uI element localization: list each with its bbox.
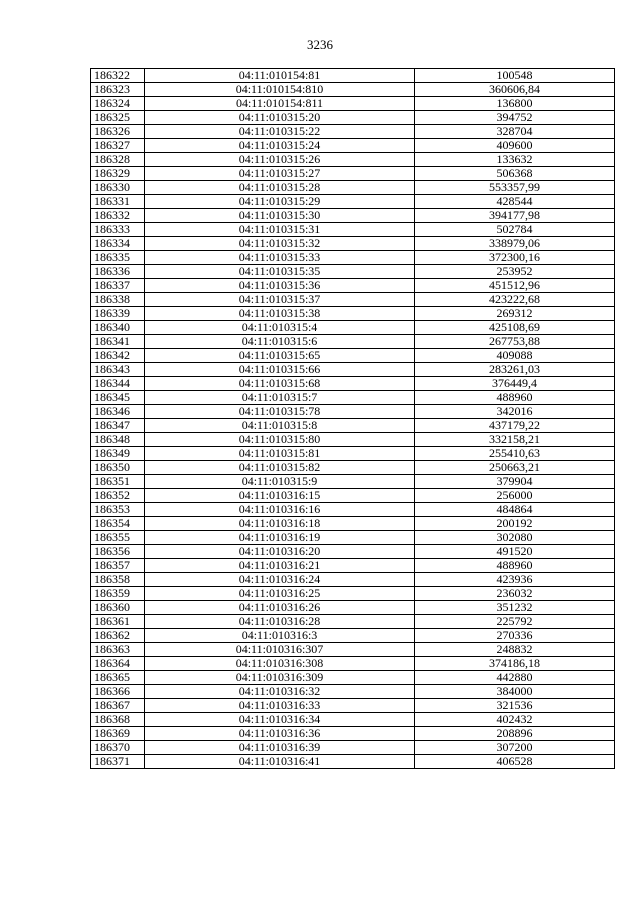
row-number-cell: 186337 <box>91 279 145 293</box>
cadastral-number-cell: 04:11:010315:81 <box>145 447 415 461</box>
value-cell: 376449,4 <box>415 377 615 391</box>
cadastral-number-cell: 04:11:010315:38 <box>145 307 415 321</box>
cadastral-number-cell: 04:11:010315:22 <box>145 125 415 139</box>
cadastral-number-cell: 04:11:010316:28 <box>145 615 415 629</box>
value-cell: 307200 <box>415 741 615 755</box>
row-number-cell: 186346 <box>91 405 145 419</box>
registry-table-body <box>91 69 615 769</box>
table-row <box>91 447 615 461</box>
cadastral-number-cell: 04:11:010154:811 <box>145 97 415 111</box>
value-cell: 208896 <box>415 727 615 741</box>
row-number-cell: 186339 <box>91 307 145 321</box>
cadastral-number-cell: 04:11:010315:33 <box>145 251 415 265</box>
row-number-cell: 186347 <box>91 419 145 433</box>
cadastral-number-cell: 04:11:010316:21 <box>145 559 415 573</box>
row-number-cell: 186352 <box>91 489 145 503</box>
cadastral-number-cell: 04:11:010315:28 <box>145 181 415 195</box>
value-cell: 283261,03 <box>415 363 615 377</box>
value-cell: 409088 <box>415 349 615 363</box>
table-row <box>91 195 615 209</box>
row-number-cell: 186365 <box>91 671 145 685</box>
row-number-cell: 186359 <box>91 587 145 601</box>
row-number-cell: 186369 <box>91 727 145 741</box>
value-cell: 332158,21 <box>415 433 615 447</box>
row-number-cell: 186341 <box>91 335 145 349</box>
cadastral-number-cell: 04:11:010316:34 <box>145 713 415 727</box>
table-row <box>91 377 615 391</box>
row-number-cell: 186358 <box>91 573 145 587</box>
row-number-cell: 186334 <box>91 237 145 251</box>
registry-table <box>90 68 615 769</box>
cadastral-number-cell: 04:11:010316:39 <box>145 741 415 755</box>
row-number-cell: 186340 <box>91 321 145 335</box>
value-cell: 409600 <box>415 139 615 153</box>
table-row <box>91 615 615 629</box>
row-number-cell: 186350 <box>91 461 145 475</box>
table-row <box>91 755 615 769</box>
value-cell: 488960 <box>415 391 615 405</box>
table-row <box>91 531 615 545</box>
cadastral-number-cell: 04:11:010315:36 <box>145 279 415 293</box>
table-row <box>91 587 615 601</box>
cadastral-number-cell: 04:11:010154:81 <box>145 69 415 83</box>
table-row <box>91 517 615 531</box>
table-row <box>91 489 615 503</box>
value-cell: 374186,18 <box>415 657 615 671</box>
value-cell: 428544 <box>415 195 615 209</box>
cadastral-number-cell: 04:11:010315:68 <box>145 377 415 391</box>
row-number-cell: 186325 <box>91 111 145 125</box>
row-number-cell: 186342 <box>91 349 145 363</box>
row-number-cell: 186322 <box>91 69 145 83</box>
row-number-cell: 186351 <box>91 475 145 489</box>
table-row <box>91 573 615 587</box>
value-cell: 402432 <box>415 713 615 727</box>
table-row <box>91 405 615 419</box>
cadastral-number-cell: 04:11:010316:308 <box>145 657 415 671</box>
table-row <box>91 83 615 97</box>
row-number-cell: 186333 <box>91 223 145 237</box>
value-cell: 379904 <box>415 475 615 489</box>
value-cell: 321536 <box>415 699 615 713</box>
row-number-cell: 186349 <box>91 447 145 461</box>
cadastral-number-cell: 04:11:010315:32 <box>145 237 415 251</box>
value-cell: 269312 <box>415 307 615 321</box>
row-number-cell: 186332 <box>91 209 145 223</box>
table-row <box>91 475 615 489</box>
cadastral-number-cell: 04:11:010315:78 <box>145 405 415 419</box>
table-row <box>91 307 615 321</box>
cadastral-number-cell: 04:11:010316:15 <box>145 489 415 503</box>
row-number-cell: 186366 <box>91 685 145 699</box>
value-cell: 491520 <box>415 545 615 559</box>
value-cell: 256000 <box>415 489 615 503</box>
table-row <box>91 671 615 685</box>
table-row <box>91 601 615 615</box>
table-row <box>91 741 615 755</box>
table-row <box>91 419 615 433</box>
row-number-cell: 186362 <box>91 629 145 643</box>
row-number-cell: 186368 <box>91 713 145 727</box>
table-row <box>91 111 615 125</box>
table-row <box>91 279 615 293</box>
cadastral-number-cell: 04:11:010315:66 <box>145 363 415 377</box>
cadastral-number-cell: 04:11:010315:29 <box>145 195 415 209</box>
table-row <box>91 545 615 559</box>
cadastral-number-cell: 04:11:010315:27 <box>145 167 415 181</box>
value-cell: 437179,22 <box>415 419 615 433</box>
row-number-cell: 186348 <box>91 433 145 447</box>
value-cell: 225792 <box>415 615 615 629</box>
table-row <box>91 363 615 377</box>
row-number-cell: 186371 <box>91 755 145 769</box>
cadastral-number-cell: 04:11:010316:36 <box>145 727 415 741</box>
row-number-cell: 186363 <box>91 643 145 657</box>
table-row <box>91 657 615 671</box>
table-row <box>91 223 615 237</box>
cadastral-number-cell: 04:11:010315:4 <box>145 321 415 335</box>
table-row <box>91 713 615 727</box>
cadastral-number-cell: 04:11:010316:24 <box>145 573 415 587</box>
value-cell: 267753,88 <box>415 335 615 349</box>
value-cell: 100548 <box>415 69 615 83</box>
table-row <box>91 293 615 307</box>
value-cell: 425108,69 <box>415 321 615 335</box>
cadastral-number-cell: 04:11:010315:80 <box>145 433 415 447</box>
cadastral-number-cell: 04:11:010316:3 <box>145 629 415 643</box>
row-number-cell: 186367 <box>91 699 145 713</box>
table-row <box>91 97 615 111</box>
value-cell: 200192 <box>415 517 615 531</box>
table-row <box>91 251 615 265</box>
cadastral-number-cell: 04:11:010316:32 <box>145 685 415 699</box>
row-number-cell: 186355 <box>91 531 145 545</box>
row-number-cell: 186354 <box>91 517 145 531</box>
row-number-cell: 186336 <box>91 265 145 279</box>
value-cell: 338979,06 <box>415 237 615 251</box>
value-cell: 360606,84 <box>415 83 615 97</box>
cadastral-number-cell: 04:11:010315:8 <box>145 419 415 433</box>
cadastral-number-cell: 04:11:010315:26 <box>145 153 415 167</box>
row-number-cell: 186335 <box>91 251 145 265</box>
cadastral-number-cell: 04:11:010154:810 <box>145 83 415 97</box>
row-number-cell: 186329 <box>91 167 145 181</box>
value-cell: 302080 <box>415 531 615 545</box>
cadastral-number-cell: 04:11:010316:26 <box>145 601 415 615</box>
table-row <box>91 433 615 447</box>
value-cell: 502784 <box>415 223 615 237</box>
value-cell: 253952 <box>415 265 615 279</box>
cadastral-number-cell: 04:11:010316:41 <box>145 755 415 769</box>
value-cell: 394177,98 <box>415 209 615 223</box>
cadastral-number-cell: 04:11:010315:20 <box>145 111 415 125</box>
value-cell: 270336 <box>415 629 615 643</box>
cadastral-number-cell: 04:11:010316:307 <box>145 643 415 657</box>
table-row <box>91 153 615 167</box>
value-cell: 484864 <box>415 503 615 517</box>
value-cell: 372300,16 <box>415 251 615 265</box>
table-row <box>91 685 615 699</box>
row-number-cell: 186360 <box>91 601 145 615</box>
value-cell: 451512,96 <box>415 279 615 293</box>
cadastral-number-cell: 04:11:010315:37 <box>145 293 415 307</box>
row-number-cell: 186370 <box>91 741 145 755</box>
value-cell: 442880 <box>415 671 615 685</box>
value-cell: 248832 <box>415 643 615 657</box>
cadastral-number-cell: 04:11:010315:6 <box>145 335 415 349</box>
row-number-cell: 186324 <box>91 97 145 111</box>
table-row <box>91 461 615 475</box>
table-row <box>91 559 615 573</box>
cadastral-number-cell: 04:11:010316:16 <box>145 503 415 517</box>
value-cell: 423222,68 <box>415 293 615 307</box>
cadastral-number-cell: 04:11:010316:19 <box>145 531 415 545</box>
table-row <box>91 69 615 83</box>
value-cell: 250663,21 <box>415 461 615 475</box>
row-number-cell: 186357 <box>91 559 145 573</box>
cadastral-number-cell: 04:11:010316:18 <box>145 517 415 531</box>
value-cell: 406528 <box>415 755 615 769</box>
table-row <box>91 629 615 643</box>
value-cell: 328704 <box>415 125 615 139</box>
table-row <box>91 209 615 223</box>
row-number-cell: 186330 <box>91 181 145 195</box>
table-row <box>91 727 615 741</box>
row-number-cell: 186328 <box>91 153 145 167</box>
value-cell: 506368 <box>415 167 615 181</box>
row-number-cell: 186353 <box>91 503 145 517</box>
value-cell: 133632 <box>415 153 615 167</box>
table-row <box>91 321 615 335</box>
row-number-cell: 186361 <box>91 615 145 629</box>
table-row <box>91 265 615 279</box>
row-number-cell: 186323 <box>91 83 145 97</box>
value-cell: 423936 <box>415 573 615 587</box>
value-cell: 384000 <box>415 685 615 699</box>
cadastral-number-cell: 04:11:010316:20 <box>145 545 415 559</box>
table-row <box>91 643 615 657</box>
value-cell: 236032 <box>415 587 615 601</box>
cadastral-number-cell: 04:11:010316:33 <box>145 699 415 713</box>
value-cell: 394752 <box>415 111 615 125</box>
cadastral-number-cell: 04:11:010316:309 <box>145 671 415 685</box>
table-row <box>91 139 615 153</box>
row-number-cell: 186327 <box>91 139 145 153</box>
row-number-cell: 186345 <box>91 391 145 405</box>
cadastral-number-cell: 04:11:010315:31 <box>145 223 415 237</box>
value-cell: 342016 <box>415 405 615 419</box>
table-row <box>91 699 615 713</box>
value-cell: 351232 <box>415 601 615 615</box>
table-row <box>91 503 615 517</box>
row-number-cell: 186364 <box>91 657 145 671</box>
row-number-cell: 186326 <box>91 125 145 139</box>
page-number: 3236 <box>307 37 333 52</box>
cadastral-number-cell: 04:11:010315:24 <box>145 139 415 153</box>
table-row <box>91 181 615 195</box>
table-row <box>91 167 615 181</box>
cadastral-number-cell: 04:11:010315:7 <box>145 391 415 405</box>
table-row <box>91 125 615 139</box>
table-row <box>91 237 615 251</box>
table-row <box>91 349 615 363</box>
table-row <box>91 391 615 405</box>
value-cell: 553357,99 <box>415 181 615 195</box>
cadastral-number-cell: 04:11:010315:82 <box>145 461 415 475</box>
table-row <box>91 335 615 349</box>
value-cell: 255410,63 <box>415 447 615 461</box>
row-number-cell: 186331 <box>91 195 145 209</box>
cadastral-number-cell: 04:11:010315:9 <box>145 475 415 489</box>
cadastral-number-cell: 04:11:010316:25 <box>145 587 415 601</box>
cadastral-number-cell: 04:11:010315:35 <box>145 265 415 279</box>
cadastral-number-cell: 04:11:010315:65 <box>145 349 415 363</box>
value-cell: 488960 <box>415 559 615 573</box>
row-number-cell: 186344 <box>91 377 145 391</box>
row-number-cell: 186338 <box>91 293 145 307</box>
value-cell: 136800 <box>415 97 615 111</box>
cadastral-number-cell: 04:11:010315:30 <box>145 209 415 223</box>
row-number-cell: 186356 <box>91 545 145 559</box>
row-number-cell: 186343 <box>91 363 145 377</box>
